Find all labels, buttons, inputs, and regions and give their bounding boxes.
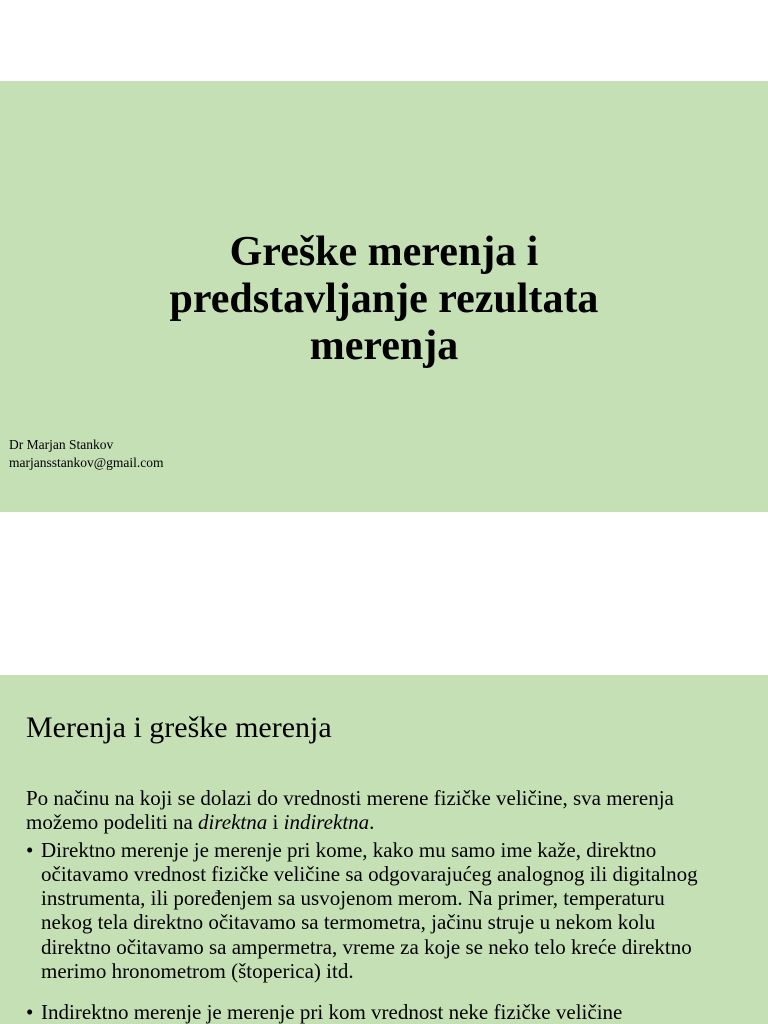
slide-heading: Merenja i greške merenja bbox=[26, 711, 332, 744]
slide-title-line-2: predstavljanje rezultata bbox=[169, 276, 599, 322]
intro-line-2-start: možemo podeliti na bbox=[26, 810, 199, 835]
intro-paragraph bbox=[26, 786, 756, 835]
author-name: Dr Marjan Stankov bbox=[9, 437, 114, 452]
slide-body bbox=[26, 786, 756, 1024]
term-indirektna: indirektna bbox=[283, 810, 370, 835]
intro-end: . bbox=[369, 810, 375, 835]
bullet1-line-2: očitavamo vrednost fizičke veličine sa odgovarajućeg analognog ili digitalnog bbox=[41, 861, 698, 886]
bullet1-line-5: direktno očitavamo sa ampermetra, vreme za koje se neko telo kreće direktno bbox=[41, 934, 692, 959]
slide-title bbox=[0, 229, 768, 370]
bullet-indirect-measurement bbox=[26, 1000, 756, 1024]
bullet1-line-3: instrumenta, ili poređenjem sa usvojenom merom. Na primer, temperaturu bbox=[41, 886, 665, 911]
intro-and: i bbox=[267, 810, 284, 835]
content-slide bbox=[0, 675, 768, 1024]
bullet1-line-1: Direktno merenje je merenje pri kome, kako mu samo ime kaže, direktno bbox=[41, 837, 657, 862]
slide-title-line-3: merenja bbox=[309, 323, 459, 369]
title-slide bbox=[0, 81, 768, 512]
bullet1-line-4: nekog tela direktno očitavamo sa termometra, jačinu struje u nekom kolu bbox=[41, 910, 656, 935]
slide-title-line-1: Greške merenja i bbox=[229, 229, 539, 275]
intro-line-2 bbox=[26, 810, 756, 834]
bullet1-line-6: merimo hronometrom (štoperica) itd. bbox=[41, 959, 354, 984]
term-direktna: direktna bbox=[198, 810, 268, 835]
author-email: marjansstankov@gmail.com bbox=[9, 455, 164, 470]
bullet-symbol: • bbox=[26, 837, 34, 862]
bullet-symbol: • bbox=[26, 1000, 34, 1024]
author-block bbox=[9, 436, 164, 472]
intro-line-1: Po načinu na koji se dolazi do vrednosti merene fizičke veličine, sva merenja bbox=[26, 786, 674, 810]
bullet-direct-measurement bbox=[26, 838, 756, 984]
bullet2-line-1: Indirektno merenje je merenje pri kom vrednost neke fizičke veličine bbox=[41, 1000, 623, 1024]
